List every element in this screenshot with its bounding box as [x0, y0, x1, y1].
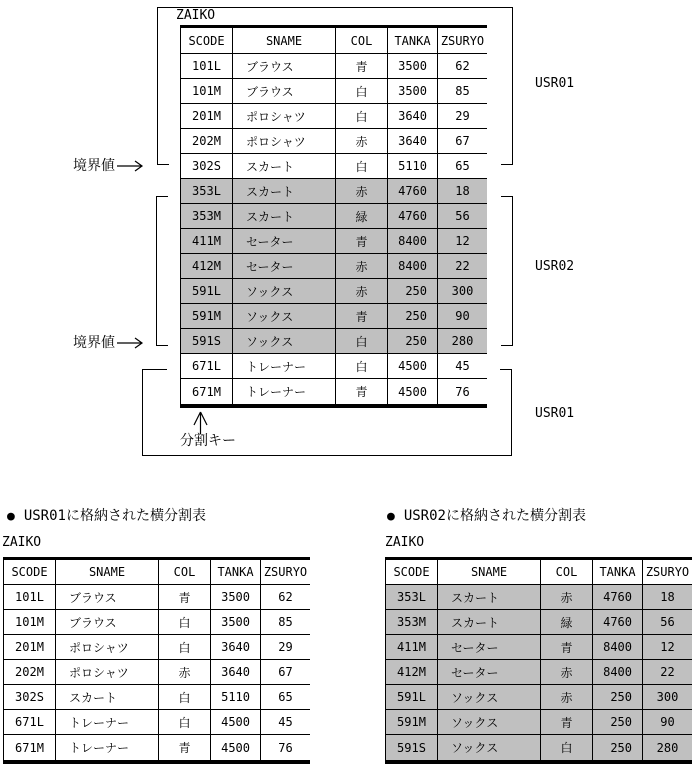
- table-cell: 353L: [180, 179, 232, 203]
- table-cell: ソックス: [232, 279, 335, 303]
- table-cell: 300: [642, 685, 692, 709]
- table-cell: 緑: [335, 204, 387, 228]
- up-arrow-icon: [192, 410, 209, 434]
- table-cell: スカート: [232, 154, 335, 178]
- table-cell: 671M: [3, 735, 55, 760]
- table-row: [385, 585, 692, 610]
- table-cell: 29: [437, 104, 487, 128]
- usr01-section-heading-text: USR01に格納された横分割表: [23, 508, 206, 524]
- table-row: [180, 254, 487, 279]
- table-row: [385, 635, 692, 660]
- partition-key-label: 分割キー: [180, 433, 236, 449]
- usr02-bracket-left: [156, 196, 168, 346]
- table-cell: 3640: [210, 660, 260, 684]
- table-cell: 4760: [387, 179, 437, 203]
- table-cell: 赤: [335, 279, 387, 303]
- table-cell: 29: [260, 635, 310, 659]
- table-cell: 202M: [180, 129, 232, 153]
- partition-tick-left: [142, 369, 167, 370]
- table-cell: 赤: [335, 179, 387, 203]
- table-row: [3, 610, 310, 635]
- right-arrow-icon: [117, 160, 145, 172]
- table-cell: 8400: [387, 229, 437, 253]
- boundary-tick-left-1: [157, 164, 169, 165]
- table-cell: 353M: [180, 204, 232, 228]
- usr02-zaiko-table: [385, 557, 692, 764]
- table-cell: 353M: [385, 610, 437, 634]
- group-label-usr01-top: USR01: [535, 76, 575, 91]
- table-cell: 353L: [385, 585, 437, 609]
- table-row: [385, 735, 692, 760]
- table-row: [180, 229, 487, 254]
- usr02-section-heading-text: USR02に格納された横分割表: [403, 508, 586, 524]
- table-row: [385, 685, 692, 710]
- table-cell: 青: [540, 635, 592, 659]
- table-cell: 65: [260, 685, 310, 709]
- table-cell: 250: [592, 710, 642, 734]
- table-cell: 3640: [387, 129, 437, 153]
- table-row: [180, 154, 487, 179]
- column-header: ZSURYO: [260, 560, 310, 584]
- table-row: [3, 735, 310, 760]
- table-cell: 白: [335, 154, 387, 178]
- table-cell: 白: [158, 685, 210, 709]
- table-cell: トレーナー: [232, 354, 335, 378]
- table-cell: 3640: [210, 635, 260, 659]
- column-header: ZSURYO: [642, 560, 692, 584]
- table-cell: 白: [158, 635, 210, 659]
- table-cell: 青: [158, 585, 210, 609]
- table-cell: 青: [158, 735, 210, 760]
- table-cell: 4500: [387, 379, 437, 404]
- table-cell: 8400: [592, 660, 642, 684]
- table-cell: 白: [335, 79, 387, 103]
- table-cell: 赤: [158, 660, 210, 684]
- table-header-row: [385, 560, 692, 585]
- table-cell: 18: [437, 179, 487, 203]
- table-cell: 67: [437, 129, 487, 153]
- table-cell: 411M: [385, 635, 437, 659]
- table-cell: ソックス: [437, 710, 540, 734]
- table-row: [385, 660, 692, 685]
- partition-tick-right: [500, 369, 512, 370]
- table-cell: 白: [335, 354, 387, 378]
- column-header: SCODE: [385, 560, 437, 584]
- table-cell: 67: [260, 660, 310, 684]
- table-cell: 5110: [210, 685, 260, 709]
- table-cell: 赤: [540, 660, 592, 684]
- table-cell: 赤: [540, 685, 592, 709]
- table-cell: 591M: [385, 710, 437, 734]
- table-cell: 76: [260, 735, 310, 760]
- table-cell: 5110: [387, 154, 437, 178]
- table-cell: 4760: [592, 610, 642, 634]
- boundary-value-label-2: [73, 336, 145, 350]
- table-cell: 3500: [387, 79, 437, 103]
- table-cell: 3640: [387, 104, 437, 128]
- table-cell: 90: [437, 304, 487, 328]
- table-cell: ポロシャツ: [232, 129, 335, 153]
- table-cell: 591S: [180, 329, 232, 353]
- column-header: TANKA: [210, 560, 260, 584]
- table-cell: セーター: [232, 254, 335, 278]
- table-cell: 18: [642, 585, 692, 609]
- main-zaiko-table: [180, 25, 487, 408]
- table-cell: 3500: [210, 585, 260, 609]
- table-row: [180, 304, 487, 329]
- bullet-icon: ●: [7, 508, 15, 524]
- table-header-row: [3, 560, 310, 585]
- table-cell: 101M: [180, 79, 232, 103]
- table-cell: 青: [335, 304, 387, 328]
- column-header: TANKA: [387, 28, 437, 53]
- table-cell: セーター: [232, 229, 335, 253]
- table-cell: 4760: [387, 204, 437, 228]
- table-cell: トレーナー: [232, 379, 335, 404]
- table-cell: 56: [437, 204, 487, 228]
- table-cell: 8400: [592, 635, 642, 659]
- table-cell: 412M: [180, 254, 232, 278]
- boundary-value-text: 境界値: [73, 158, 115, 174]
- table-cell: 101L: [180, 54, 232, 78]
- usr01-zaiko-table: [3, 557, 310, 764]
- bullet-icon: ●: [387, 508, 395, 524]
- table-cell: 671L: [3, 710, 55, 734]
- column-header: SNAME: [232, 28, 335, 53]
- table-cell: 76: [437, 379, 487, 404]
- table-cell: 85: [437, 79, 487, 103]
- boundary-value-label-1: [73, 159, 145, 173]
- table-cell: ポロシャツ: [232, 104, 335, 128]
- boundary-value-text: 境界値: [73, 335, 115, 351]
- table-row: [180, 204, 487, 229]
- table-cell: 250: [592, 735, 642, 760]
- column-header: COL: [540, 560, 592, 584]
- table-cell: 56: [642, 610, 692, 634]
- table-cell: 62: [437, 54, 487, 78]
- table-cell: 22: [642, 660, 692, 684]
- table-cell: 4500: [210, 710, 260, 734]
- table-row: [3, 710, 310, 735]
- table-row: [385, 610, 692, 635]
- table-row: [3, 685, 310, 710]
- table-cell: ソックス: [437, 685, 540, 709]
- table-cell: スカート: [437, 585, 540, 609]
- usr02-bracket-right: [501, 196, 513, 346]
- table-cell: スカート: [232, 179, 335, 203]
- table-cell: ポロシャツ: [55, 660, 158, 684]
- table-row: [3, 660, 310, 685]
- table-cell: 591L: [180, 279, 232, 303]
- table-row: [180, 79, 487, 104]
- table-cell: 202M: [3, 660, 55, 684]
- table-cell: ブラウス: [55, 585, 158, 609]
- table-cell: ブラウス: [232, 54, 335, 78]
- table-cell: ソックス: [437, 735, 540, 760]
- table-cell: 302S: [3, 685, 55, 709]
- table-cell: 青: [335, 379, 387, 404]
- table-cell: 4500: [210, 735, 260, 760]
- table-row: [180, 104, 487, 129]
- table-cell: 90: [642, 710, 692, 734]
- table-cell: ソックス: [232, 329, 335, 353]
- table-cell: ソックス: [232, 304, 335, 328]
- group-label-usr02: USR02: [535, 259, 575, 274]
- table-cell: 201M: [3, 635, 55, 659]
- table-cell: 白: [158, 710, 210, 734]
- table-cell: 300: [437, 279, 487, 303]
- table-cell: 45: [437, 354, 487, 378]
- boundary-tick-right-1: [501, 164, 513, 165]
- table-cell: 62: [260, 585, 310, 609]
- table-row: [180, 329, 487, 354]
- table-cell: 緑: [540, 610, 592, 634]
- usr01-table-name: ZAIKO: [2, 535, 42, 550]
- table-row: [180, 354, 487, 379]
- table-row: [3, 635, 310, 660]
- table-cell: 250: [387, 279, 437, 303]
- column-header: SCODE: [180, 28, 232, 53]
- column-header: SNAME: [55, 560, 158, 584]
- table-cell: ポロシャツ: [55, 635, 158, 659]
- table-cell: 65: [437, 154, 487, 178]
- table-cell: セーター: [437, 635, 540, 659]
- table-cell: スカート: [55, 685, 158, 709]
- table-row: [180, 179, 487, 204]
- table-row: [180, 129, 487, 154]
- table-cell: 青: [335, 229, 387, 253]
- table-cell: 45: [260, 710, 310, 734]
- table-cell: 671M: [180, 379, 232, 404]
- table-row: [385, 710, 692, 735]
- table-cell: 280: [642, 735, 692, 760]
- column-header: TANKA: [592, 560, 642, 584]
- table-cell: ブラウス: [55, 610, 158, 634]
- table-cell: 白: [335, 104, 387, 128]
- table-cell: 250: [387, 304, 437, 328]
- table-cell: セーター: [437, 660, 540, 684]
- column-header: COL: [158, 560, 210, 584]
- table-cell: 12: [642, 635, 692, 659]
- table-cell: 412M: [385, 660, 437, 684]
- table-cell: スカート: [437, 610, 540, 634]
- table-cell: 280: [437, 329, 487, 353]
- table-cell: ブラウス: [232, 79, 335, 103]
- table-cell: 411M: [180, 229, 232, 253]
- table-row: [180, 379, 487, 404]
- table-cell: 591L: [385, 685, 437, 709]
- table-cell: 101M: [3, 610, 55, 634]
- table-cell: 591M: [180, 304, 232, 328]
- table-cell: 青: [335, 54, 387, 78]
- table-cell: 白: [158, 610, 210, 634]
- table-cell: 12: [437, 229, 487, 253]
- table-row: [3, 585, 310, 610]
- table-cell: 250: [387, 329, 437, 353]
- table-cell: 赤: [335, 254, 387, 278]
- table-cell: 白: [540, 735, 592, 760]
- table-cell: トレーナー: [55, 735, 158, 760]
- table-cell: スカート: [232, 204, 335, 228]
- table-cell: トレーナー: [55, 710, 158, 734]
- table-cell: 85: [260, 610, 310, 634]
- table-cell: 591S: [385, 735, 437, 760]
- table-cell: 671L: [180, 354, 232, 378]
- column-header: COL: [335, 28, 387, 53]
- table-cell: 22: [437, 254, 487, 278]
- table-header-row: [180, 28, 487, 54]
- right-arrow-icon: [117, 337, 145, 349]
- column-header: SCODE: [3, 560, 55, 584]
- usr02-section-heading: [387, 509, 586, 523]
- table-cell: 3500: [387, 54, 437, 78]
- table-cell: 4760: [592, 585, 642, 609]
- table-cell: 4500: [387, 354, 437, 378]
- table-cell: 赤: [335, 129, 387, 153]
- table-cell: 101L: [3, 585, 55, 609]
- usr02-table-name: ZAIKO: [385, 535, 425, 550]
- table-cell: 赤: [540, 585, 592, 609]
- group-label-usr01-bottom: USR01: [535, 406, 575, 421]
- table-row: [180, 279, 487, 304]
- usr01-section-heading: [7, 509, 206, 523]
- main-table-name: ZAIKO: [176, 8, 216, 23]
- table-cell: 250: [592, 685, 642, 709]
- table-cell: 8400: [387, 254, 437, 278]
- table-row: [180, 54, 487, 79]
- column-header: SNAME: [437, 560, 540, 584]
- table-cell: 3500: [210, 610, 260, 634]
- table-cell: 201M: [180, 104, 232, 128]
- table-cell: 白: [335, 329, 387, 353]
- table-cell: 青: [540, 710, 592, 734]
- column-header: ZSURYO: [437, 28, 487, 53]
- table-cell: 302S: [180, 154, 232, 178]
